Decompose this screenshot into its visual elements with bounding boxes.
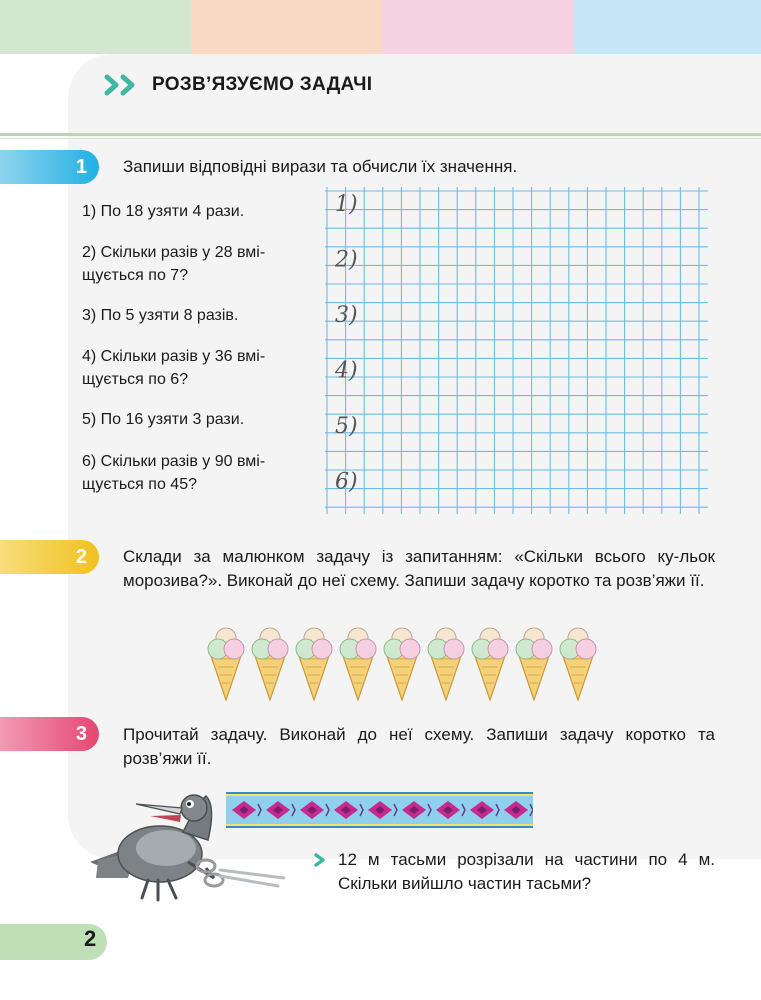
page-number: 2 bbox=[84, 926, 97, 951]
task3-problem-text: 12 м тасьми розрізали на частини по 4 м. Скільки вийшло частин тасьми? bbox=[338, 850, 715, 893]
grid-row-label: 6) bbox=[335, 469, 358, 495]
task-number-1 bbox=[0, 150, 99, 184]
list-item: 3) По 5 узяти 8 разів. bbox=[82, 307, 239, 324]
grid-row-label: 1) bbox=[335, 192, 358, 217]
ribbon-tape-illustration bbox=[226, 792, 533, 828]
tab-strip-blue bbox=[574, 0, 761, 54]
list-item: 5) По 16 узяти 3 рази. bbox=[82, 411, 245, 428]
task2-instruction: Склади за малюнком задачу із запитанням: «Скільки всього ку-льок морозива?». Виконай до неї схему. Запиши задачу коротко та розв’яжи її. bbox=[123, 547, 715, 590]
task-number-3 bbox=[0, 717, 99, 751]
section-title: РОЗВ’ЯЗУЄМО ЗАДАЧІ bbox=[152, 74, 373, 95]
list-item: 2) Скільки разів у 28 вмі- щується по 7? bbox=[82, 244, 266, 284]
header-divider-thin bbox=[0, 138, 761, 139]
task3-instruction: Прочитай задачу. Виконай до неї схему. Запиши задачу коротко та розв’яжи її. bbox=[123, 725, 715, 768]
ice-cream-cone bbox=[560, 628, 596, 700]
ice-cream-cone bbox=[296, 628, 332, 700]
ice-cream-cone bbox=[516, 628, 552, 700]
tab-strip-pink bbox=[382, 0, 574, 54]
section-header bbox=[104, 68, 372, 102]
task-number-label: 1 bbox=[75, 155, 87, 178]
ice-cream-cone bbox=[208, 628, 244, 700]
ice-cream-cone bbox=[252, 628, 288, 700]
ice-cream-cone bbox=[340, 628, 376, 700]
list-item: 4) Скільки разів у 36 вмі- щується по 6? bbox=[82, 348, 266, 388]
tab-strip-green bbox=[0, 0, 191, 54]
task-number-label: 3 bbox=[75, 722, 87, 745]
list-item: 1) По 18 узяти 4 рази. bbox=[82, 203, 245, 220]
task1-instruction: Запиши відповідні вирази та обчисли їх значення. bbox=[123, 157, 518, 176]
answer-grid[interactable] bbox=[325, 187, 708, 514]
grid-row-label: 5) bbox=[335, 414, 358, 439]
chevron-right-icon bbox=[313, 853, 327, 867]
list-item: 6) Скільки разів у 90 вмі- щується по 45? bbox=[82, 453, 266, 493]
task-number-2 bbox=[0, 540, 99, 574]
task-number-label: 2 bbox=[75, 545, 87, 568]
grid-row-label: 2) bbox=[335, 247, 358, 273]
ice-cream-illustration bbox=[200, 627, 600, 702]
double-chevron-icon bbox=[104, 73, 144, 97]
tab-strip-peach bbox=[191, 0, 382, 54]
ice-cream-cone bbox=[384, 628, 420, 700]
grid-row-label: 3) bbox=[335, 303, 358, 328]
ice-cream-cone bbox=[472, 628, 508, 700]
grid-row-label: 4) bbox=[335, 358, 358, 384]
header-divider bbox=[0, 133, 761, 136]
ice-cream-cone bbox=[428, 628, 464, 700]
